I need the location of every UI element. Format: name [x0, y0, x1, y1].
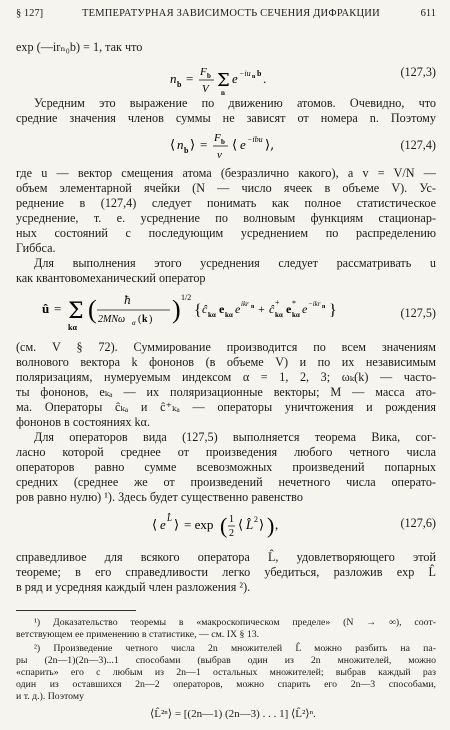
text-line: ты фононов, eₖₐ — их поляризационные векторы; M — масса ато-: [16, 385, 436, 399]
svg-text:e: e: [240, 137, 246, 152]
footnote-line: ры (2n—1)(2n—3)...1 способами (выбрав один из 2n множителей, можно: [16, 655, 436, 666]
svg-text:2: 2: [254, 515, 258, 524]
text-line: (см. V § 72). Суммирование производится по всем значениям: [16, 340, 436, 354]
svg-text:e: e: [235, 302, 241, 316]
svg-text:{: {: [194, 302, 202, 319]
text-line: где u — вектор смещения атома (безразлично какого), а v = V/N —: [16, 166, 436, 180]
svg-text:kα: kα: [292, 311, 300, 319]
text-line: Для операторов вида (127,5) выполняется теорема Вика, сог-: [34, 430, 436, 444]
svg-text:(: (: [220, 513, 228, 538]
footnote-rule: [16, 610, 136, 611]
text-line: ров равно нулю) ¹). Здесь будет существенно равенство: [16, 490, 303, 504]
svg-text:e: e: [232, 71, 238, 86]
text-line: фононов в состояниях kα.: [16, 415, 150, 429]
svg-text:α: α: [132, 319, 136, 327]
svg-text:*: *: [292, 299, 296, 308]
text-line: волнового вектора k фононов (в объеме V) и по их независимым: [16, 355, 436, 369]
svg-text:2MNω: 2MNω: [98, 314, 126, 325]
footnote-line: ¹) Доказательство теоремы в «макроскопическом пределе» (N → ∞), соот-: [34, 617, 436, 628]
svg-text:+: +: [275, 298, 280, 307]
svg-text:⟩: ⟩: [259, 518, 265, 533]
svg-text:kα: kα: [275, 311, 283, 319]
svg-text:F: F: [200, 66, 207, 78]
svg-text:Σ: Σ: [217, 70, 230, 91]
svg-text:L̂: L̂: [246, 517, 254, 532]
svg-text:L̂: L̂: [167, 513, 173, 523]
equation-127-4: [170, 129, 300, 165]
svg-text:b: b: [184, 146, 189, 155]
text-line: поляризациям, нумеруемым индексом α = 1, 2, 3; ωₖ(k) — часто-: [16, 370, 436, 384]
svg-text:,: ,: [275, 517, 279, 532]
equation-number: (127,6): [400, 516, 436, 530]
svg-text:(: (: [138, 314, 142, 325]
footnote-line: ²) Произведение четного числа 2n множителей L̂ можно разбить на па-: [34, 643, 436, 654]
equation-127-5-svg: [42, 290, 372, 334]
svg-text:}: }: [329, 302, 337, 319]
footnote-line: один из оставшихся 2n—2 операторов, можно спарить его 2n—3 способами,: [16, 679, 436, 690]
svg-text:n: n: [251, 304, 255, 310]
svg-text:b: b: [257, 69, 262, 78]
svg-text:e: e: [160, 517, 166, 532]
text-line: реднение в (127,4) следует понимать как полное статистическое: [16, 196, 436, 210]
text-line: в ряд и усредняя каждый член разложения ²).: [16, 580, 251, 594]
svg-text:ikr: ikr: [241, 300, 249, 308]
svg-text:1/2: 1/2: [181, 293, 192, 302]
svg-text:−ibu: −ibu: [247, 135, 263, 144]
svg-text:−ikr: −ikr: [308, 300, 321, 308]
svg-text:⟩: ⟩: [174, 518, 180, 533]
svg-text:kα: kα: [208, 311, 216, 319]
svg-text:b: b: [221, 138, 225, 146]
svg-text:.: .: [263, 71, 267, 86]
svg-text:ħ: ħ: [124, 294, 132, 307]
svg-text:(: (: [88, 295, 97, 324]
text-line: ма. Операторы ĉₖₐ и ĉ⁺ₖₐ — операторы уничтожения и рождения: [16, 400, 436, 414]
equation-127-6-svg: [152, 508, 302, 542]
text-line: средних (среднее же от произведений нечетного числа операто-: [16, 475, 436, 489]
svg-text:=: =: [54, 301, 62, 316]
equation-127-3: [170, 62, 320, 100]
svg-text:v: v: [217, 149, 222, 161]
svg-text:=: =: [200, 137, 208, 152]
svg-text:⟨: ⟨: [238, 518, 244, 533]
text-line: как квантовомеханический оператор: [16, 271, 206, 285]
text-line: справедливое для всякого оператора L̂, удовлетворяющего этой: [16, 550, 436, 564]
svg-text:⟩: ⟩: [190, 138, 196, 153]
equation-number: (127,4): [400, 138, 436, 152]
svg-text:Σ: Σ: [68, 299, 84, 324]
text-line: объем элементарной ячейки (N — число ячеек в объеме V). Ус-: [16, 181, 436, 195]
text-line: Гиббса.: [16, 241, 56, 255]
text-line: операторов равно сумме всевозможных произведений попарных: [16, 460, 436, 474]
footnote-line: ветствующем ее применению в статистике, — см. IX § 13.: [16, 629, 260, 640]
svg-text:b: b: [207, 72, 211, 80]
equation-number: (127,5): [400, 306, 436, 320]
svg-text:ĉ: ĉ: [202, 302, 208, 316]
svg-text:−iu: −iu: [239, 69, 251, 78]
svg-text:+: +: [258, 302, 265, 316]
svg-text:û: û: [42, 301, 50, 316]
svg-text:n: n: [322, 304, 326, 310]
equation-127-6: [152, 508, 302, 546]
footnote-formula: ⟨L̂²ⁿ⟩ = [(2n—1) (2n—3) . . . 1] ⟨L̂²⟩ⁿ.: [150, 708, 316, 720]
svg-text:2: 2: [229, 528, 234, 539]
text-line: усреднение, т. е. усреднение по волновым функциям стационар-: [16, 211, 436, 225]
svg-text:F: F: [214, 132, 221, 144]
footnote-line: «спарить» его с любым из 2n—1 остальных множителей; выбрав каждый раз: [16, 667, 436, 678]
footnote-line: и т. д.). Поэтому: [16, 691, 84, 702]
svg-text:e: e: [302, 302, 308, 316]
svg-text:⟨: ⟨: [170, 138, 176, 153]
svg-text:): ): [172, 295, 181, 324]
svg-text:⟨: ⟨: [152, 518, 158, 533]
svg-text:kα: kα: [225, 311, 233, 319]
text-line: теореме; в его справедливости легко убедиться, разложив exp L̂: [16, 565, 436, 579]
equation-number: (127,3): [400, 65, 436, 79]
svg-text:k: k: [142, 314, 148, 325]
text-line: средние значения членов суммы не зависят от номера n. Поэтому: [16, 111, 436, 125]
svg-text:n: n: [170, 71, 177, 86]
equation-127-5: [42, 290, 372, 338]
text-line: Для выполнения этого усреднения следует рассматривать u: [34, 256, 436, 270]
svg-text:kα: kα: [68, 323, 77, 332]
svg-text:= exp: = exp: [184, 517, 214, 532]
svg-text:ĉ: ĉ: [269, 302, 275, 316]
section-ref: § 127]: [16, 8, 44, 19]
svg-text:⟨: ⟨: [232, 138, 238, 153]
svg-text:⟩,: ⟩,: [265, 138, 275, 153]
equation-127-4-svg: [170, 129, 300, 161]
svg-text:=: =: [186, 71, 194, 86]
svg-text:): ): [267, 513, 275, 538]
page-number: 611: [420, 8, 436, 19]
text-line: ных состояний с последующим усреднением по распределению: [16, 226, 436, 240]
svg-text:): ): [149, 314, 153, 325]
svg-text:V: V: [202, 83, 209, 95]
running-header: [16, 8, 436, 24]
equation-127-3-svg: [170, 62, 320, 96]
text-line: ласно которой среднее от произведения любого четного числа: [16, 445, 436, 459]
svg-text:1: 1: [229, 514, 234, 525]
svg-text:e: e: [286, 302, 292, 316]
svg-text:b: b: [177, 80, 182, 89]
text-line: Усредним это выражение по движению атомов. Очевидно, что: [34, 96, 436, 110]
svg-text:n: n: [252, 74, 256, 80]
svg-text:n: n: [177, 137, 184, 152]
running-title: ТЕМПЕРАТУРНАЯ ЗАВИСИМОСТЬ СЕЧЕНИЯ ДИФРАКЦИИ: [82, 8, 380, 19]
text-line: exp (—irₙ₀b) = 1, так что: [16, 40, 143, 54]
svg-text:e: e: [219, 302, 225, 316]
svg-text:n: n: [221, 89, 225, 96]
